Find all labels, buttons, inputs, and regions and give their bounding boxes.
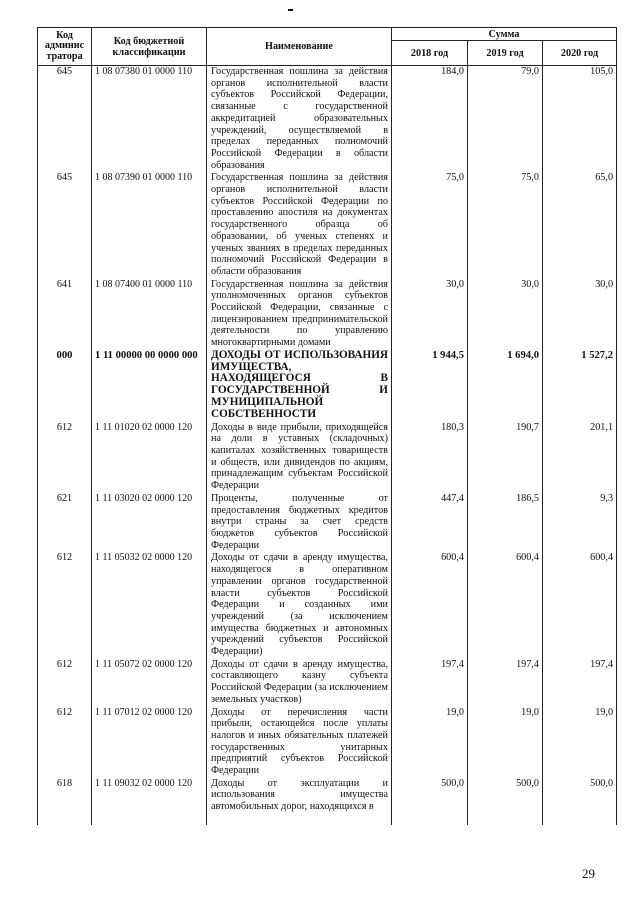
- table-row: [38, 493, 617, 553]
- cell-kbk-code: 1 11 03020 02 0000 120: [92, 493, 207, 553]
- cell-sum-2020: 201,1: [543, 422, 617, 493]
- cell-kbk-code: 1 08 07390 01 0000 110: [92, 172, 207, 278]
- table-row: [38, 66, 617, 173]
- cell-kbk-code: 1 11 05072 02 0000 120: [92, 659, 207, 707]
- cell-name: Государственная пошлина за действия уполномоченных органов субъектов Российской Федерации, связанные с лицензированием предпринимательской деятельности по управлению многоквартирными домами: [207, 279, 392, 350]
- header-year-2018: 2018 год: [392, 41, 468, 66]
- cell-kbk-code: 1 11 00000 00 0000 000: [92, 350, 207, 422]
- page-number: 29: [582, 866, 595, 881]
- cell-sum-2018: 184,0: [392, 66, 468, 173]
- cell-name: Доходы от эксплуатации и использования имущества автомобильных дорог, находящихся в: [207, 778, 392, 825]
- table-row: [38, 659, 617, 707]
- cell-sum-2020: 1 527,2: [543, 350, 617, 422]
- cell-sum-2020: 500,0: [543, 778, 617, 825]
- header-year-2019: 2019 год: [468, 41, 543, 66]
- revenue-table: [37, 27, 617, 825]
- table-row: [38, 279, 617, 350]
- cell-name: Проценты, полученные от предоставления бюджетных кредитов внутри страны за счет средств бюджетов субъектов Российской Федерации: [207, 493, 392, 553]
- cell-sum-2018: 500,0: [392, 778, 468, 825]
- cell-sum-2018: 1 944,5: [392, 350, 468, 422]
- cell-sum-2020: 197,4: [543, 659, 617, 707]
- cell-admin-code: 612: [38, 552, 92, 658]
- header-code-kbk: Код бюджетной классификации: [92, 28, 207, 66]
- cell-sum-2019: 600,4: [468, 552, 543, 658]
- cell-admin-code: 000: [38, 350, 92, 422]
- cell-name: Доходы от перечисления части прибыли, остающейся после уплаты налогов и иных обязательных платежей государственных унитарных предприятий субъектов Российской Федерации: [207, 707, 392, 778]
- table-row: [38, 552, 617, 658]
- cell-sum-2019: 75,0: [468, 172, 543, 278]
- cell-kbk-code: 1 11 07012 02 0000 120: [92, 707, 207, 778]
- cell-sum-2020: 9,3: [543, 493, 617, 553]
- cell-sum-2020: 65,0: [543, 172, 617, 278]
- cell-name: Доходы от сдачи в аренду имущества, составляющего казну субъекта Российской Федерации (за исключением земельных участков): [207, 659, 392, 707]
- cell-name: Доходы в виде прибыли, приходящейся на доли в уставных (складочных) капиталах хозяйственных товариществ и обществ, или дивидендов по акциям, принадлежащим субъектам Российской Федерации: [207, 422, 392, 493]
- cell-sum-2020: 600,4: [543, 552, 617, 658]
- dash-mark: [288, 9, 293, 11]
- cell-sum-2019: 197,4: [468, 659, 543, 707]
- cell-admin-code: 612: [38, 707, 92, 778]
- cell-admin-code: 612: [38, 659, 92, 707]
- table-row: [38, 422, 617, 493]
- cell-sum-2018: 180,3: [392, 422, 468, 493]
- cell-sum-2019: 30,0: [468, 279, 543, 350]
- cell-sum-2020: 105,0: [543, 66, 617, 173]
- table-header: [38, 28, 617, 66]
- cell-sum-2018: 19,0: [392, 707, 468, 778]
- cell-sum-2018: 600,4: [392, 552, 468, 658]
- cell-sum-2018: 447,4: [392, 493, 468, 553]
- cell-kbk-code: 1 11 01020 02 0000 120: [92, 422, 207, 493]
- cell-name: Государственная пошлина за действия органов исполнительной власти субъектов Российской Федерации, связанные с государственной аккредитацией образовательных учреждений, осуществляемой в пределах переданных полномочий Российской Федерации в области образования: [207, 66, 392, 173]
- table-row: [38, 172, 617, 278]
- table-row: [38, 350, 617, 422]
- cell-kbk-code: 1 08 07400 01 0000 110: [92, 279, 207, 350]
- cell-sum-2019: 190,7: [468, 422, 543, 493]
- header-code-admin: Код админис тратора: [38, 28, 92, 66]
- header-name: Наименование: [207, 28, 392, 66]
- cell-admin-code: 641: [38, 279, 92, 350]
- header-year-2020: 2020 год: [543, 41, 617, 66]
- cell-admin-code: 612: [38, 422, 92, 493]
- table-row: [38, 778, 617, 825]
- table-row: [38, 707, 617, 778]
- cell-sum-2018: 75,0: [392, 172, 468, 278]
- cell-sum-2018: 30,0: [392, 279, 468, 350]
- cell-admin-code: 645: [38, 172, 92, 278]
- cell-admin-code: 621: [38, 493, 92, 553]
- cell-name: ДОХОДЫ ОТ ИСПОЛЬЗОВАНИЯ ИМУЩЕСТВА, НАХОДЯЩЕГОСЯ В ГОСУДАРСТВЕННОЙ И МУНИЦИПАЛЬНОЙ СОБСТВЕННОСТИ: [207, 350, 392, 422]
- cell-sum-2019: 500,0: [468, 778, 543, 825]
- cell-name: Доходы от сдачи в аренду имущества, находящегося в оперативном управлении органов государственной власти субъектов Российской Федерации и созданных ими учреждений (за исключением имущества бюджетных и автономных учреждений субъектов Российской Федерации): [207, 552, 392, 658]
- cell-sum-2020: 19,0: [543, 707, 617, 778]
- cell-kbk-code: 1 11 05032 02 0000 120: [92, 552, 207, 658]
- header-sum: Сумма: [392, 28, 617, 41]
- cell-sum-2019: 19,0: [468, 707, 543, 778]
- cell-kbk-code: 1 11 09032 02 0000 120: [92, 778, 207, 825]
- cell-sum-2019: 79,0: [468, 66, 543, 173]
- cell-admin-code: 645: [38, 66, 92, 173]
- cell-sum-2020: 30,0: [543, 279, 617, 350]
- cell-name: Государственная пошлина за действия органов исполнительной власти субъектов Российской Федерации по проставлению апостиля на документах государственного образца об образовании, об ученых степенях и ученых званиях в пределах переданных полномочий Российской Федерации в области образования: [207, 172, 392, 278]
- table-body: [38, 66, 617, 825]
- cell-sum-2018: 197,4: [392, 659, 468, 707]
- cell-admin-code: 618: [38, 778, 92, 825]
- cell-sum-2019: 186,5: [468, 493, 543, 553]
- cell-sum-2019: 1 694,0: [468, 350, 543, 422]
- cell-kbk-code: 1 08 07380 01 0000 110: [92, 66, 207, 173]
